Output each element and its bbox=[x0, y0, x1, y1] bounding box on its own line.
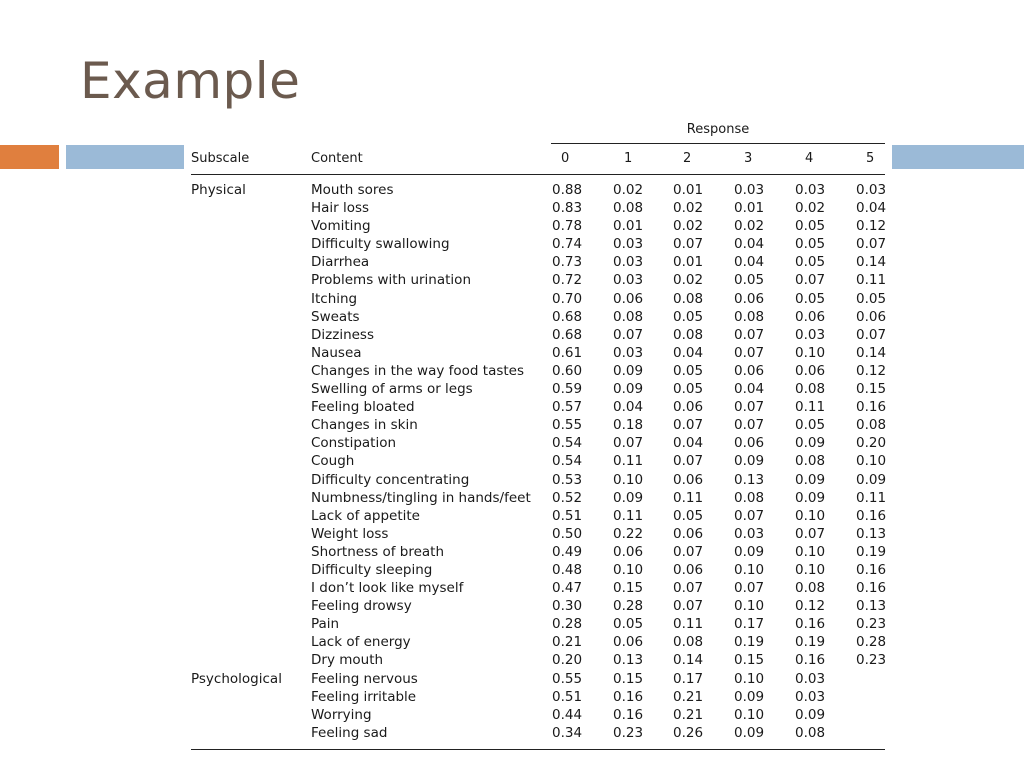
accent-bar-orange bbox=[0, 145, 59, 169]
cell-response-0: 0.55 bbox=[552, 670, 583, 687]
cell-response-2: 0.07 bbox=[673, 417, 704, 434]
header-response-1: 1 bbox=[624, 151, 633, 166]
cell-response-1: 0.08 bbox=[613, 308, 644, 325]
cell-response-3: 0.04 bbox=[734, 254, 765, 271]
cell-response-0: 0.44 bbox=[552, 706, 583, 723]
accent-bar-blue-left bbox=[66, 145, 184, 169]
cell-response-0: 0.78 bbox=[552, 218, 583, 235]
cell-response-3: 0.04 bbox=[734, 381, 765, 398]
cell-response-5: 0.10 bbox=[856, 453, 887, 470]
cell-content: Difficulty swallowing bbox=[311, 236, 450, 253]
cell-response-4: 0.10 bbox=[795, 561, 826, 578]
table-row bbox=[191, 543, 885, 561]
header-response-3: 3 bbox=[744, 151, 753, 166]
cell-response-0: 0.57 bbox=[552, 399, 583, 416]
cell-response-1: 0.23 bbox=[613, 724, 644, 741]
cell-response-1: 0.09 bbox=[613, 489, 644, 506]
cell-response-2: 0.07 bbox=[673, 580, 704, 597]
cell-response-3: 0.10 bbox=[734, 561, 765, 578]
cell-content: Weight loss bbox=[311, 525, 389, 542]
cell-response-1: 0.22 bbox=[613, 525, 644, 542]
cell-response-0: 0.59 bbox=[552, 381, 583, 398]
cell-response-0: 0.61 bbox=[552, 344, 583, 361]
table-header-row bbox=[191, 146, 885, 172]
cell-response-0: 0.68 bbox=[552, 326, 583, 343]
cell-content: Vomiting bbox=[311, 218, 371, 235]
cell-response-0: 0.55 bbox=[552, 417, 583, 434]
cell-content: Hair loss bbox=[311, 200, 370, 217]
table-row bbox=[191, 706, 885, 724]
cell-response-0: 0.52 bbox=[552, 489, 583, 506]
cell-response-5: 0.14 bbox=[856, 344, 887, 361]
cell-response-4: 0.07 bbox=[795, 272, 826, 289]
cell-response-3: 0.09 bbox=[734, 543, 765, 560]
cell-response-3: 0.15 bbox=[734, 652, 765, 669]
cell-response-2: 0.21 bbox=[673, 688, 704, 705]
header-response-0: 0 bbox=[561, 151, 570, 166]
cell-response-3: 0.07 bbox=[734, 417, 765, 434]
cell-response-3: 0.10 bbox=[734, 670, 765, 687]
cell-response-4: 0.19 bbox=[795, 634, 826, 651]
cell-content: Dizziness bbox=[311, 326, 374, 343]
cell-response-2: 0.05 bbox=[673, 362, 704, 379]
cell-response-1: 0.06 bbox=[613, 634, 644, 651]
cell-response-5: 0.13 bbox=[856, 525, 887, 542]
cell-content: Lack of appetite bbox=[311, 507, 420, 524]
cell-response-1: 0.15 bbox=[613, 580, 644, 597]
cell-response-5: 0.11 bbox=[856, 489, 887, 506]
header-rule bbox=[191, 174, 885, 175]
cell-response-4: 0.09 bbox=[795, 706, 826, 723]
table-row bbox=[191, 434, 885, 452]
table-row bbox=[191, 199, 885, 217]
cell-response-2: 0.04 bbox=[673, 435, 704, 452]
cell-response-5: 0.16 bbox=[856, 507, 887, 524]
cell-content: Shortness of breath bbox=[311, 543, 445, 560]
cell-response-5: 0.12 bbox=[856, 218, 887, 235]
cell-response-4: 0.03 bbox=[795, 182, 826, 198]
cell-response-5: 0.15 bbox=[856, 381, 887, 398]
table-row bbox=[191, 525, 885, 543]
cell-response-3: 0.09 bbox=[734, 453, 765, 470]
cell-response-3: 0.08 bbox=[734, 308, 765, 325]
cell-response-4: 0.05 bbox=[795, 417, 826, 434]
cell-response-4: 0.10 bbox=[795, 543, 826, 560]
cell-response-4: 0.05 bbox=[795, 236, 826, 253]
cell-response-0: 0.50 bbox=[552, 525, 583, 542]
cell-response-4: 0.03 bbox=[795, 688, 826, 705]
header-response-4: 4 bbox=[805, 151, 814, 166]
cell-response-0: 0.72 bbox=[552, 272, 583, 289]
cell-response-0: 0.54 bbox=[552, 453, 583, 470]
table-row bbox=[191, 362, 885, 380]
cell-response-0: 0.68 bbox=[552, 308, 583, 325]
header-subscale: Subscale bbox=[191, 151, 250, 166]
cell-response-0: 0.34 bbox=[552, 724, 583, 741]
table-row bbox=[191, 651, 885, 669]
cell-response-0: 0.83 bbox=[552, 200, 583, 217]
cell-response-1: 0.28 bbox=[613, 598, 644, 615]
cell-response-0: 0.73 bbox=[552, 254, 583, 271]
cell-content: Feeling drowsy bbox=[311, 598, 412, 615]
cell-response-3: 0.06 bbox=[734, 290, 765, 307]
cell-response-0: 0.53 bbox=[552, 471, 583, 488]
cell-response-5: 0.19 bbox=[856, 543, 887, 560]
header-response-2: 2 bbox=[683, 151, 692, 166]
cell-response-5: 0.11 bbox=[856, 272, 887, 289]
cell-content: Problems with urination bbox=[311, 272, 471, 289]
cell-response-1: 0.03 bbox=[613, 254, 644, 271]
cell-response-4: 0.16 bbox=[795, 616, 826, 633]
cell-response-3: 0.06 bbox=[734, 435, 765, 452]
cell-response-0: 0.28 bbox=[552, 616, 583, 633]
cell-response-4: 0.08 bbox=[795, 381, 826, 398]
cell-response-5: 0.16 bbox=[856, 561, 887, 578]
cell-response-1: 0.18 bbox=[613, 417, 644, 434]
cell-response-5: 0.23 bbox=[856, 652, 887, 669]
cell-response-4: 0.03 bbox=[795, 326, 826, 343]
cell-response-1: 0.05 bbox=[613, 616, 644, 633]
cell-response-3: 0.05 bbox=[734, 272, 765, 289]
table-row bbox=[191, 271, 885, 289]
cell-response-3: 0.06 bbox=[734, 362, 765, 379]
table-row bbox=[191, 326, 885, 344]
cell-content: Difficulty sleeping bbox=[311, 561, 433, 578]
cell-response-3: 0.17 bbox=[734, 616, 765, 633]
cell-response-1: 0.04 bbox=[613, 399, 644, 416]
table-row bbox=[191, 633, 885, 651]
cell-response-3: 0.19 bbox=[734, 634, 765, 651]
cell-response-2: 0.21 bbox=[673, 706, 704, 723]
response-group-rule bbox=[551, 143, 885, 144]
cell-response-5: 0.08 bbox=[856, 417, 887, 434]
cell-response-4: 0.06 bbox=[795, 362, 826, 379]
cell-content: Feeling nervous bbox=[311, 670, 418, 687]
cell-response-4: 0.05 bbox=[795, 218, 826, 235]
cell-subscale: Psychological bbox=[191, 670, 282, 687]
cell-content: Itching bbox=[311, 290, 358, 307]
cell-response-1: 0.07 bbox=[613, 326, 644, 343]
table-row bbox=[191, 688, 885, 706]
cell-content: Changes in the way food tastes bbox=[311, 362, 525, 379]
cell-content: Difficulty concentrating bbox=[311, 471, 470, 488]
cell-content: Feeling sad bbox=[311, 724, 388, 741]
cell-response-5: 0.13 bbox=[856, 598, 887, 615]
cell-response-2: 0.06 bbox=[673, 471, 704, 488]
cell-response-5: 0.06 bbox=[856, 308, 887, 325]
cell-response-3: 0.04 bbox=[734, 236, 765, 253]
cell-response-5: 0.07 bbox=[856, 326, 887, 343]
cell-response-2: 0.05 bbox=[673, 381, 704, 398]
cell-response-1: 0.13 bbox=[613, 652, 644, 669]
cell-response-3: 0.08 bbox=[734, 489, 765, 506]
cell-content: Worrying bbox=[311, 706, 372, 723]
table-row bbox=[191, 290, 885, 308]
cell-response-1: 0.03 bbox=[613, 344, 644, 361]
cell-response-1: 0.06 bbox=[613, 543, 644, 560]
cell-response-4: 0.11 bbox=[795, 399, 826, 416]
table-row bbox=[191, 181, 885, 199]
cell-content: Diarrhea bbox=[311, 254, 370, 271]
cell-response-3: 0.13 bbox=[734, 471, 765, 488]
cell-response-4: 0.16 bbox=[795, 652, 826, 669]
cell-response-1: 0.10 bbox=[613, 561, 644, 578]
cell-response-4: 0.03 bbox=[795, 670, 826, 687]
cell-response-5: 0.23 bbox=[856, 616, 887, 633]
cell-response-0: 0.30 bbox=[552, 598, 583, 615]
cell-response-2: 0.05 bbox=[673, 507, 704, 524]
cell-response-5: 0.20 bbox=[856, 435, 887, 452]
cell-response-1: 0.11 bbox=[613, 507, 644, 524]
cell-response-0: 0.70 bbox=[552, 290, 583, 307]
cell-response-3: 0.09 bbox=[734, 724, 765, 741]
cell-response-3: 0.03 bbox=[734, 182, 765, 198]
cell-response-1: 0.01 bbox=[613, 218, 644, 235]
cell-response-0: 0.21 bbox=[552, 634, 583, 651]
cell-response-2: 0.11 bbox=[673, 616, 704, 633]
cell-response-1: 0.08 bbox=[613, 200, 644, 217]
cell-response-4: 0.05 bbox=[795, 254, 826, 271]
cell-response-2: 0.01 bbox=[673, 182, 704, 198]
cell-response-3: 0.09 bbox=[734, 688, 765, 705]
cell-response-0: 0.20 bbox=[552, 652, 583, 669]
cell-response-2: 0.17 bbox=[673, 670, 704, 687]
cell-response-1: 0.15 bbox=[613, 670, 644, 687]
cell-response-4: 0.12 bbox=[795, 598, 826, 615]
cell-response-5: 0.16 bbox=[856, 580, 887, 597]
table-row bbox=[191, 615, 885, 633]
cell-response-0: 0.60 bbox=[552, 362, 583, 379]
table-row bbox=[191, 597, 885, 615]
cell-content: Mouth sores bbox=[311, 182, 394, 198]
cell-response-2: 0.08 bbox=[673, 326, 704, 343]
cell-response-1: 0.03 bbox=[613, 272, 644, 289]
cell-content: Dry mouth bbox=[311, 652, 384, 669]
table-row bbox=[191, 398, 885, 416]
cell-response-5: 0.05 bbox=[856, 290, 887, 307]
cell-content: I don’t look like myself bbox=[311, 580, 464, 597]
accent-bar-blue-right bbox=[892, 145, 1024, 169]
cell-response-4: 0.06 bbox=[795, 308, 826, 325]
cell-response-1: 0.16 bbox=[613, 688, 644, 705]
cell-response-2: 0.06 bbox=[673, 525, 704, 542]
cell-response-0: 0.51 bbox=[552, 507, 583, 524]
cell-response-3: 0.02 bbox=[734, 218, 765, 235]
cell-response-0: 0.51 bbox=[552, 688, 583, 705]
cell-response-3: 0.03 bbox=[734, 525, 765, 542]
cell-content: Swelling of arms or legs bbox=[311, 381, 473, 398]
cell-response-2: 0.06 bbox=[673, 561, 704, 578]
cell-content: Changes in skin bbox=[311, 417, 418, 434]
cell-response-4: 0.10 bbox=[795, 507, 826, 524]
cell-response-3: 0.01 bbox=[734, 200, 765, 217]
cell-response-3: 0.10 bbox=[734, 706, 765, 723]
cell-response-4: 0.09 bbox=[795, 471, 826, 488]
cell-response-3: 0.07 bbox=[734, 507, 765, 524]
slide-title: Example bbox=[80, 52, 301, 110]
table-row bbox=[191, 561, 885, 579]
cell-response-0: 0.47 bbox=[552, 580, 583, 597]
cell-response-0: 0.88 bbox=[552, 182, 583, 198]
cell-content: Nausea bbox=[311, 344, 362, 361]
cell-response-1: 0.02 bbox=[613, 182, 644, 198]
cell-response-2: 0.07 bbox=[673, 236, 704, 253]
cell-response-2: 0.11 bbox=[673, 489, 704, 506]
cell-response-2: 0.08 bbox=[673, 290, 704, 307]
header-content: Content bbox=[311, 151, 363, 166]
table-row bbox=[191, 489, 885, 507]
cell-response-5: 0.07 bbox=[856, 236, 887, 253]
cell-response-1: 0.11 bbox=[613, 453, 644, 470]
cell-content: Feeling irritable bbox=[311, 688, 417, 705]
cell-response-4: 0.07 bbox=[795, 525, 826, 542]
cell-response-3: 0.07 bbox=[734, 399, 765, 416]
cell-response-2: 0.26 bbox=[673, 724, 704, 741]
cell-response-2: 0.07 bbox=[673, 543, 704, 560]
cell-response-3: 0.07 bbox=[734, 344, 765, 361]
cell-content: Lack of energy bbox=[311, 634, 411, 651]
table-row bbox=[191, 416, 885, 434]
cell-response-5: 0.12 bbox=[856, 362, 887, 379]
cell-response-2: 0.08 bbox=[673, 634, 704, 651]
cell-content: Numbness/tingling in hands/feet bbox=[311, 489, 531, 506]
cell-content: Pain bbox=[311, 616, 340, 633]
cell-content: Sweats bbox=[311, 308, 360, 325]
table-row bbox=[191, 253, 885, 271]
table-row bbox=[191, 471, 885, 489]
table-row bbox=[191, 344, 885, 362]
cell-subscale: Physical bbox=[191, 182, 246, 198]
response-group-header: Response bbox=[686, 122, 750, 137]
cell-response-1: 0.09 bbox=[613, 362, 644, 379]
table-row bbox=[191, 670, 885, 688]
cell-response-5: 0.14 bbox=[856, 254, 887, 271]
cell-response-2: 0.02 bbox=[673, 200, 704, 217]
cell-response-2: 0.07 bbox=[673, 453, 704, 470]
header-response-5: 5 bbox=[866, 151, 875, 166]
table-row bbox=[191, 380, 885, 398]
table-row bbox=[191, 217, 885, 235]
cell-response-0: 0.49 bbox=[552, 543, 583, 560]
cell-response-1: 0.10 bbox=[613, 471, 644, 488]
table-row bbox=[191, 724, 885, 742]
cell-response-3: 0.10 bbox=[734, 598, 765, 615]
cell-response-5: 0.16 bbox=[856, 399, 887, 416]
cell-response-1: 0.09 bbox=[613, 381, 644, 398]
cell-response-4: 0.10 bbox=[795, 344, 826, 361]
cell-response-5: 0.04 bbox=[856, 200, 887, 217]
cell-response-2: 0.14 bbox=[673, 652, 704, 669]
cell-response-1: 0.03 bbox=[613, 236, 644, 253]
cell-response-0: 0.54 bbox=[552, 435, 583, 452]
cell-response-2: 0.06 bbox=[673, 399, 704, 416]
cell-response-1: 0.16 bbox=[613, 706, 644, 723]
cell-response-5: 0.03 bbox=[856, 182, 887, 198]
cell-response-4: 0.02 bbox=[795, 200, 826, 217]
cell-response-5: 0.28 bbox=[856, 634, 887, 651]
cell-response-4: 0.09 bbox=[795, 489, 826, 506]
table-row bbox=[191, 579, 885, 597]
cell-response-0: 0.74 bbox=[552, 236, 583, 253]
cell-response-2: 0.01 bbox=[673, 254, 704, 271]
cell-response-2: 0.02 bbox=[673, 272, 704, 289]
cell-response-2: 0.04 bbox=[673, 344, 704, 361]
cell-response-4: 0.08 bbox=[795, 580, 826, 597]
cell-content: Constipation bbox=[311, 435, 397, 452]
cell-response-1: 0.06 bbox=[613, 290, 644, 307]
table-row bbox=[191, 308, 885, 326]
table-row bbox=[191, 235, 885, 253]
table-row bbox=[191, 452, 885, 470]
cell-response-2: 0.07 bbox=[673, 598, 704, 615]
cell-response-4: 0.08 bbox=[795, 453, 826, 470]
cell-response-3: 0.07 bbox=[734, 580, 765, 597]
cell-response-5: 0.09 bbox=[856, 471, 887, 488]
cell-response-2: 0.05 bbox=[673, 308, 704, 325]
cell-response-4: 0.09 bbox=[795, 435, 826, 452]
cell-response-2: 0.02 bbox=[673, 218, 704, 235]
cell-response-4: 0.05 bbox=[795, 290, 826, 307]
cell-content: Feeling bloated bbox=[311, 399, 415, 416]
table-body bbox=[191, 181, 885, 742]
cell-response-1: 0.07 bbox=[613, 435, 644, 452]
cell-response-3: 0.07 bbox=[734, 326, 765, 343]
cell-content: Cough bbox=[311, 453, 355, 470]
table-row bbox=[191, 507, 885, 525]
table-bottom-rule bbox=[191, 749, 885, 750]
cell-response-4: 0.08 bbox=[795, 724, 826, 741]
cell-response-0: 0.48 bbox=[552, 561, 583, 578]
